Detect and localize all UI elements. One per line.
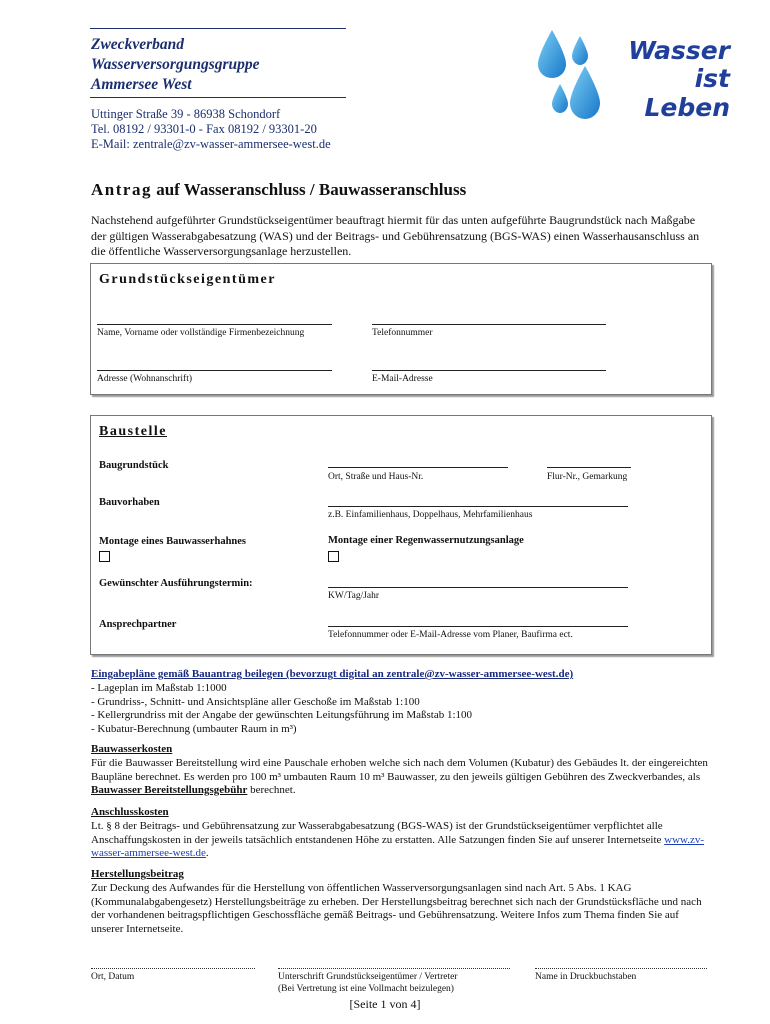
logo-word-3: Leben — [644, 93, 730, 122]
tap-checkbox[interactable] — [99, 551, 110, 562]
bauwasser-fee-term: Bauwasser Bereitstellungsgebühr — [91, 784, 248, 796]
logo-word-2: ist — [694, 64, 730, 93]
org-line-2: Wasserversorgungsgruppe — [91, 56, 260, 73]
plot-address-caption: Ort, Straße und Haus-Nr. — [328, 472, 424, 482]
owner-signature-field[interactable] — [278, 968, 510, 969]
header-rule-top — [90, 28, 346, 29]
plans-list — [91, 682, 711, 736]
anschluss-text-end: . — [205, 847, 209, 859]
herstellung-heading: Herstellungsbeitrag — [91, 868, 184, 880]
list-item: - Lageplan im Maßstab 1:1000 — [91, 682, 227, 694]
date-field[interactable] — [328, 587, 628, 588]
owner-phone-field[interactable] — [372, 324, 606, 325]
project-caption: z.B. Einfamilienhaus, Doppelhaus, Mehrfamilienhaus — [328, 510, 533, 520]
phone-line: Tel. 08192 / 93301-0 - Fax 08192 / 93301-20 — [91, 122, 317, 136]
title-prefix: Antrag — [91, 180, 152, 199]
title-rest: auf Wasseranschluss / Bauwasseranschluss — [151, 180, 467, 199]
tap-label: Montage eines Bauwasserhahnes — [99, 536, 247, 547]
email-line: E-Mail: zentrale@zv-wasser-ammersee-west.de — [91, 137, 331, 151]
drop-icon — [570, 66, 600, 119]
bauwasser-heading: Bauwasserkosten — [91, 743, 173, 755]
anschluss-text — [91, 820, 711, 861]
drop-icon — [552, 84, 568, 113]
owner-name-field[interactable] — [97, 324, 332, 325]
page-title — [91, 180, 466, 200]
site-box-title: Baustelle — [99, 424, 167, 439]
logo-word-1: Wasser — [628, 36, 730, 65]
address-line: Uttinger Straße 39 - 86938 Schondorf — [91, 107, 281, 121]
contact-block — [91, 107, 331, 152]
rain-checkbox[interactable] — [328, 551, 339, 562]
bauwasser-text-end: berechnet. — [247, 784, 296, 796]
contact-caption: Telefonnummer oder E-Mail-Adresse vom Planer, Baufirma ect. — [328, 630, 573, 640]
owner-email-caption: E-Mail-Adresse — [372, 374, 433, 384]
owner-box-title: Grundstückseigentümer — [99, 272, 276, 287]
print-name-caption: Name in Druckbuchstaben — [535, 972, 637, 982]
list-item: - Kellergrundriss mit der Angabe der gewünschten Leitungsführung im Maßstab 1:100 — [91, 709, 473, 721]
plot-label: Baugrundstück — [99, 460, 169, 471]
drop-icon — [538, 30, 566, 78]
website-link[interactable]: www.zv-wasser-ammersee-west.de — [91, 833, 705, 859]
list-item: - Kubatur-Berechnung (umbauter Raum in m³) — [91, 722, 297, 735]
header-rule-bottom — [90, 97, 346, 98]
date-signature-field[interactable] — [91, 968, 255, 969]
project-label: Bauvorhaben — [99, 497, 160, 508]
date-label: Gewünschter Ausführungstermin: — [99, 578, 253, 589]
plot-address-field[interactable] — [328, 467, 508, 468]
flur-caption: Flur-Nr., Gemarkung — [547, 472, 628, 482]
contact-label: Ansprechpartner — [99, 619, 177, 630]
date-signature-caption: Ort, Datum — [91, 972, 135, 982]
owner-address-field[interactable] — [97, 370, 332, 371]
page-number: [Seite 1 von 4] — [349, 997, 421, 1011]
owner-signature-note: (Bei Vertretung ist eine Vollmacht beizulegen) — [278, 984, 454, 994]
organization-name — [91, 35, 260, 95]
owner-phone-caption: Telefonnummer — [372, 328, 433, 338]
rain-label: Montage einer Regenwassernutzungsanlage — [328, 535, 524, 546]
print-name-field[interactable] — [535, 968, 707, 969]
anschluss-text-main: Lt. § 8 der Beitrags- und Gebührensatzung zur Wasserabgabesatzung (BGS-WAS) ist der Grundstückseigentümer verpflichtet alle Anschaffungskosten in der jeweils tatsächlich entstandenen Höhe zu erstatten. Alle Satzungen finden Sie auf unserer Internetseite — [91, 820, 665, 846]
contact-field[interactable] — [328, 626, 628, 627]
anschluss-heading: Anschlusskosten — [91, 806, 169, 818]
date-caption: KW/Tag/Jahr — [328, 591, 380, 601]
owner-signature-caption: Unterschrift Grundstückseigentümer / Vertreter — [278, 972, 458, 982]
herstellung-text: Zur Deckung des Aufwandes für die Herstellung von öffentlichen Wasserversorgungsanlagen sind nach Art. 5 Abs. 1 KAG (Kommunalabgabengesetz) Herstellungsbeiträge zu erheben. Der Herstellungsbeitrag berechnet sich nach der Grundstücksfläche und nach der vorhandenen beitragspflichtigen Geschossfläche gemäß Beitrags- und Gebührensatzung. Weitere Infos zum Thema finden Sie auf unserer Internetseite. — [91, 882, 702, 935]
list-item: - Grundriss-, Schnitt- und Ansichtspläne aller Geschoße im Maßstab 1:100 — [91, 695, 420, 708]
flur-field[interactable] — [547, 467, 631, 468]
bauwasser-text-main: Für die Bauwasser Bereitstellung wird eine Pauschale erhoben welche sich nach dem Volumen (Kubatur) des Gebäudes lt. der eingereichten Baupläne berechnet. Es werden pro 100 m³ umbauten Raum 10 m³ Bauwasser, zu den jeweils gültigen Gebühren des Zweckverbandes, als — [91, 757, 708, 783]
owner-email-field[interactable] — [372, 370, 606, 371]
intro-text: Nachstehend aufgeführter Grundstückseigentümer beauftragt hiermit für das unten aufgeführte Baugrundstück nach Maßgabe der gültigen Wasserabgabesatzung (WAS) und der Beitrags- und Gebührensatzung (BGS-WAS) einen Wasserhausanschluss an die öffentliche Wasserversorgungsanlage herzustellen. — [91, 213, 700, 258]
plans-heading: Eingabepläne gemäß Bauantrag beilegen (bevorzugt digital an zentrale@zv-wasser-ammersee-west.de) — [91, 668, 574, 680]
org-line-1: Zweckverband — [91, 36, 184, 53]
owner-name-caption: Name, Vorname oder vollständige Firmenbezeichnung — [97, 328, 305, 338]
drop-icon — [572, 36, 588, 65]
owner-address-caption: Adresse (Wohnanschrift) — [97, 374, 192, 384]
bauwasser-text — [91, 757, 711, 798]
org-line-3: Ammersee West — [91, 76, 192, 93]
project-field[interactable] — [328, 506, 628, 507]
